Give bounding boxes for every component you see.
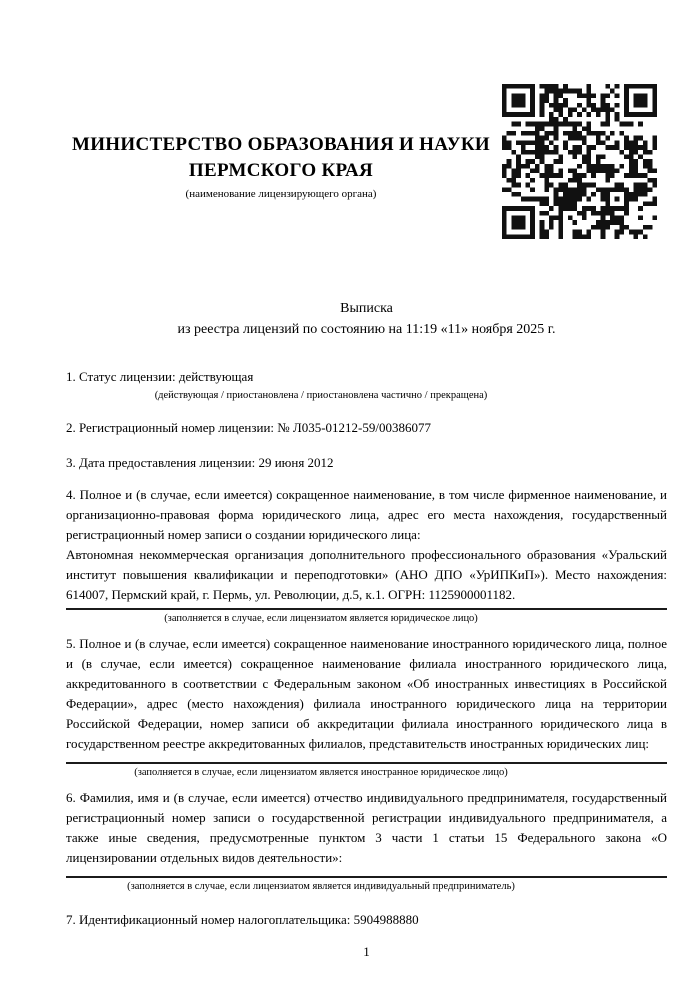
field-grant-date bbox=[66, 453, 667, 473]
empty-value-space bbox=[66, 754, 667, 759]
empty-value-space bbox=[66, 868, 667, 873]
field-individual-entrepreneur bbox=[66, 788, 667, 894]
qr-code-icon bbox=[502, 84, 657, 239]
licensing-authority-block bbox=[66, 84, 496, 201]
ministry-name-line1: МИНИСТЕРСТВО ОБРАЗОВАНИЯ И НАУКИ bbox=[71, 134, 491, 155]
taxpayer-id-text: 7. Идентификационный номер налогоплательщика: 5904988880 bbox=[66, 912, 419, 927]
fill-line bbox=[66, 762, 667, 764]
field-registration-number bbox=[66, 418, 667, 438]
foreign-entity-label: 5. Полное и (в случае, если имеется) сокращенное наименование иностранного юридического лица, полное и (в случае, если имеется) сокращенное наименование филиала иностранного юридического лица, аккредитованного в соответствии с Федеральным законом «Об иностранных инвестициях в Российской Федерации», адрес (место нахождения) филиала иностранного юридического лица на территории Российской Федерации, номер записи об аккредитации филиала иностранного юридического лица в государственном реестре аккредитованных филиалов, представительств иностранных юридических лиц: bbox=[66, 636, 667, 751]
ministry-name-line2: ПЕРМСКОГО КРАЯ bbox=[188, 160, 374, 181]
field-license-status bbox=[66, 367, 667, 403]
license-status-text: 1. Статус лицензии: действующая bbox=[66, 369, 254, 384]
document-header bbox=[66, 84, 667, 240]
field-caption: (заполняется в случае, если лицензиатом является индивидуальный предприниматель) bbox=[127, 881, 515, 892]
field-taxpayer-id bbox=[66, 910, 667, 930]
document-content bbox=[66, 0, 667, 962]
field-foreign-entity bbox=[66, 634, 667, 780]
document-title-block bbox=[66, 298, 667, 340]
fill-line bbox=[66, 608, 667, 610]
licensing-authority-caption: (наименование лицензирующего органа) bbox=[185, 188, 377, 200]
document-title: Выписка bbox=[340, 301, 393, 316]
page-number: 1 bbox=[363, 944, 370, 959]
registration-number-text: 2. Регистрационный номер лицензии: № Л035-01212-59/00386077 bbox=[66, 420, 432, 435]
fill-line bbox=[66, 876, 667, 878]
document-subtitle: из реестра лицензий по состоянию на 11:19 «11» ноября 2025 г. bbox=[177, 322, 556, 337]
legal-entity-label: 4. Полное и (в случае, если имеется) сокращенное наименование, в том числе фирменное наименование, и организационно-правовая форма юридического лица, адрес его места нахождения, государственный регистрационный номер записи о создании юридического лица: bbox=[66, 487, 667, 542]
field-caption: (действующая / приостановлена / приостановлена частично / прекращена) bbox=[154, 390, 488, 401]
legal-entity-value: Автономная некоммерческая организация дополнительного профессионального образования «Уральский институт повышения квалификации и переподготовки» (АНО ДПО «УрИПКиП»). Место нахождения: 614007, Пермский край, г. Пермь, ул. Революции, д.5, к.1. ОГРН: 1125900001182. bbox=[66, 547, 667, 602]
field-legal-entity bbox=[66, 485, 667, 626]
grant-date-text: 3. Дата предоставления лицензии: 29 июня 2012 bbox=[66, 455, 334, 470]
individual-entrepreneur-label: 6. Фамилия, имя и (в случае, если имеется) отчество индивидуального предпринимателя, государственный регистрационный номер записи о государственной регистрации индивидуального предпринимателя, а также иные сведения, предусмотренные пунктом 3 части 1 статьи 15 Федерального закона «О лицензировании отдельных видов деятельности»: bbox=[66, 790, 667, 865]
field-caption: (заполняется в случае, если лицензиатом является иностранное юридическое лицо) bbox=[134, 767, 508, 778]
field-caption: (заполняется в случае, если лицензиатом является юридическое лицо) bbox=[164, 613, 478, 624]
